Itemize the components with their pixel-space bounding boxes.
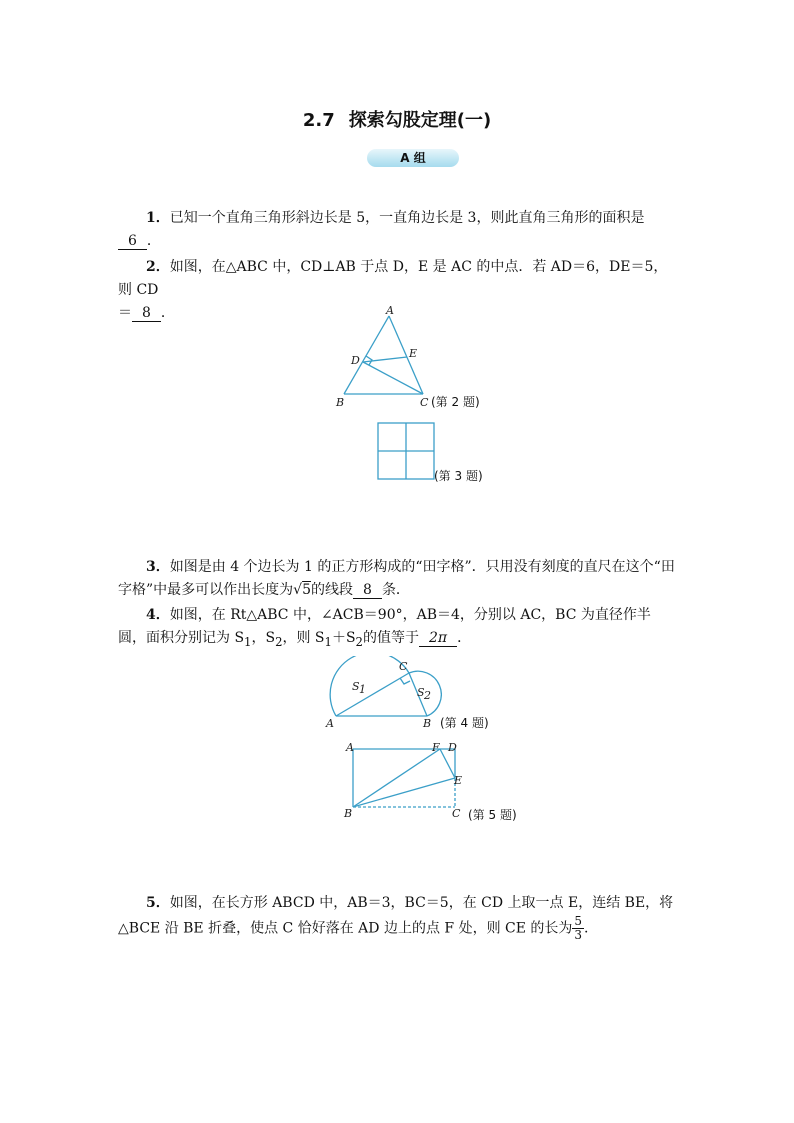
subscript: 2 <box>355 634 363 649</box>
subscript: 2 <box>275 634 283 649</box>
label-d: D <box>351 354 360 367</box>
answer-blank: 8 <box>353 582 382 599</box>
problem-text-4: ＋S <box>331 630 356 646</box>
problem-text: 如图，在 Rt△ABC 中，∠ACB＝90°，AB＝4，分别以 AC，BC 为直径作半圆，面积分别记为 S <box>118 607 651 646</box>
punctuation: ． <box>457 630 472 646</box>
answer-blank: 8 <box>132 305 161 322</box>
problem-number: 4． <box>146 607 170 623</box>
section-title <box>0 106 794 132</box>
subscript: 1 <box>244 634 252 649</box>
figure-5-rectangle <box>340 738 470 822</box>
label-d: D <box>448 741 457 754</box>
section-title-text: 探索勾股定理(一) <box>348 110 492 131</box>
punctuation: ． <box>160 305 175 321</box>
figure-4-caption: (第 4 题) <box>440 716 489 730</box>
figure-5-caption: (第 5 题) <box>468 808 517 822</box>
problem-number: 3． <box>146 559 170 575</box>
label-b: B <box>336 396 345 409</box>
problem-text: 如图，在△ABC 中，CD⊥AB 于点 D，E 是 AC 的中点．若 AD＝6，DE＝5，则 CD <box>118 259 668 298</box>
label-s: S <box>352 680 360 693</box>
group-badge: A 组 <box>367 149 459 167</box>
problem-text-2: 的线段 <box>311 582 354 598</box>
punctuation: ． <box>146 233 161 249</box>
problem-text: 如图，在长方形 ABCD 中，AB＝3，BC＝5，在 CD 上取一点 E，连结 BE，将△BCE 沿 BE 折叠，使点 C 恰好落在 AD 边上的点 F 处，则 CE 的长为 <box>118 895 674 937</box>
figure-4-semicircles <box>322 656 442 732</box>
problem-text-3: 条． <box>381 582 410 598</box>
label-s: S <box>417 686 425 699</box>
problem-3: 3．如图是由 4 个边长为 1 的正方形构成的“田字格”．只用没有刻度的直尺在这个“田字格”中最多可以作出长度为√5的线段 8 条． <box>118 559 675 598</box>
label-e: E <box>454 774 463 787</box>
figure-2-caption: (第 2 题) <box>431 395 480 409</box>
label-b: B <box>423 717 432 730</box>
label-a: A <box>326 717 334 730</box>
label-s-sub: 2 <box>424 689 431 702</box>
label-a: A <box>346 741 354 754</box>
fraction-denominator: 3 <box>574 928 583 942</box>
equals-sign: ＝ <box>118 305 132 321</box>
label-c: C <box>399 660 408 673</box>
figure-3-caption: (第 3 题) <box>434 469 483 483</box>
label-c: C <box>452 807 461 820</box>
problem-5 <box>118 892 678 942</box>
answer-fraction <box>572 915 584 942</box>
problem-text: 如图是由 4 个边长为 1 的正方形构成的“田字格”．只用没有刻度的直尺在这个“田字格”中最多可以作出长度为 <box>118 559 675 598</box>
problem-1 <box>118 207 678 253</box>
label-b: B <box>344 807 353 820</box>
subscript: 1 <box>324 634 332 649</box>
label-f: F <box>432 741 440 754</box>
problem-number: 5． <box>146 895 170 911</box>
problem-text: 已知一个直角三角形斜边长是 5，一直角边长是 3，则此直角三角形的面积是 <box>169 210 645 226</box>
label-c: C <box>420 396 429 409</box>
figure-3-grid <box>376 421 438 483</box>
answer-blank: 6 <box>118 233 147 250</box>
problem-text-3: ，则 S <box>282 630 325 646</box>
label-e: E <box>409 347 418 360</box>
problem-number: 2． <box>146 259 170 275</box>
problem-text-5: 的值等于 <box>362 630 419 646</box>
label-s-sub: 1 <box>359 683 366 696</box>
problem-number: 1． <box>146 210 170 226</box>
punctuation: . <box>584 920 589 937</box>
problem-4 <box>118 604 678 654</box>
fraction-numerator: 5 <box>574 914 583 928</box>
section-number: 2.7 <box>302 110 335 131</box>
label-a: A <box>386 304 394 317</box>
sqrt-radicand: 5 <box>302 582 312 598</box>
answer-blank: 2π <box>419 630 457 647</box>
problem-text-2: ，S <box>251 630 276 646</box>
